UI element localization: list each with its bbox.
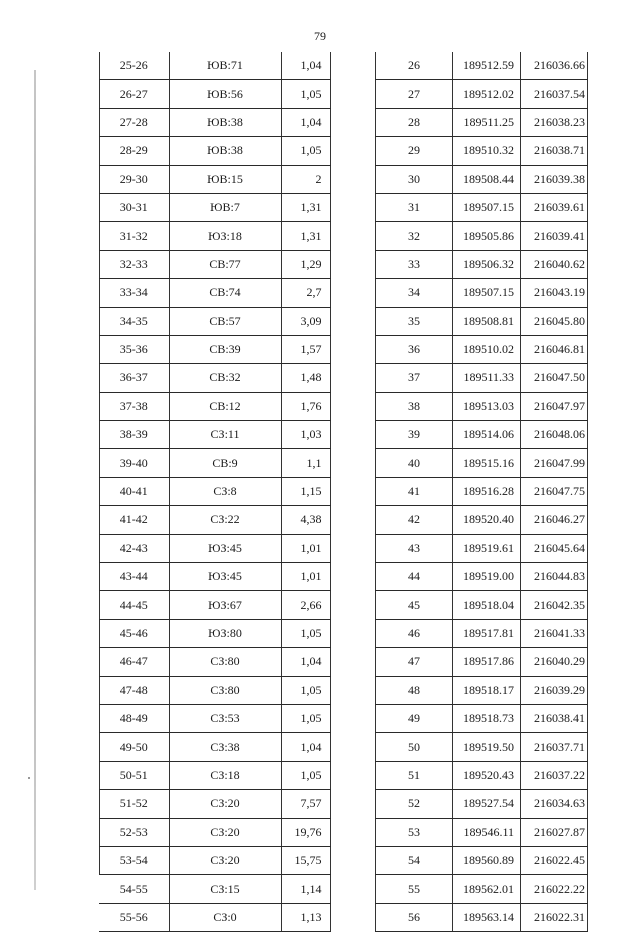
table-row (376, 534, 588, 562)
bearing-cell: СВ:74 (169, 279, 281, 307)
page-binding-edge (34, 70, 36, 890)
y-coordinate-cell: 216045.80 (521, 307, 588, 335)
segment-cell: 28-29 (99, 137, 169, 165)
length-cell: 1,05 (281, 80, 330, 108)
point-number-cell: 30 (376, 165, 453, 193)
segment-cell: 55-56 (99, 903, 169, 931)
point-number-cell: 28 (376, 108, 453, 136)
length-cell: 1,48 (281, 364, 330, 392)
y-coordinate-cell: 216039.61 (521, 193, 588, 221)
table-row (376, 80, 588, 108)
y-coordinate-cell: 216047.97 (521, 392, 588, 420)
segment-cell: 48-49 (99, 704, 169, 732)
bearing-cell: ЮЗ:18 (169, 222, 281, 250)
table-row (99, 733, 330, 761)
y-coordinate-cell: 216039.41 (521, 222, 588, 250)
length-cell: 4,38 (281, 506, 330, 534)
segment-cell: 37-38 (99, 392, 169, 420)
length-cell: 1,04 (281, 648, 330, 676)
x-coordinate-cell: 189546.11 (453, 818, 521, 846)
point-number-cell: 34 (376, 279, 453, 307)
table-row (99, 392, 330, 420)
bearing-cell: СЗ:0 (169, 903, 281, 931)
x-coordinate-cell: 189505.86 (453, 222, 521, 250)
table-row (99, 534, 330, 562)
table-row (376, 704, 588, 732)
table-row (99, 818, 330, 846)
segment-cell: 31-32 (99, 222, 169, 250)
bearing-cell: СВ:12 (169, 392, 281, 420)
x-coordinate-cell: 189514.06 (453, 421, 521, 449)
table-row (376, 676, 588, 704)
point-number-cell: 44 (376, 563, 453, 591)
length-cell: 1,14 (281, 875, 330, 903)
table-row (376, 818, 588, 846)
bearing-cell: СЗ:80 (169, 676, 281, 704)
y-coordinate-cell: 216047.50 (521, 364, 588, 392)
point-number-cell: 41 (376, 477, 453, 505)
table-row (99, 875, 330, 903)
x-coordinate-cell: 189512.59 (453, 52, 521, 80)
y-coordinate-cell: 216045.64 (521, 534, 588, 562)
y-coordinate-cell: 216037.22 (521, 761, 588, 789)
table-row (376, 279, 588, 307)
segment-cell: 51-52 (99, 790, 169, 818)
y-coordinate-cell: 216040.29 (521, 648, 588, 676)
point-number-cell: 36 (376, 335, 453, 363)
table-row (99, 846, 330, 874)
point-number-cell: 32 (376, 222, 453, 250)
bearing-cell: СЗ:80 (169, 648, 281, 676)
boundary-segments-body (99, 52, 330, 932)
length-cell: 15,75 (281, 846, 330, 874)
x-coordinate-cell: 189519.00 (453, 563, 521, 591)
x-coordinate-cell: 189511.25 (453, 108, 521, 136)
table-row (99, 704, 330, 732)
segment-cell: 42-43 (99, 534, 169, 562)
bearing-cell: СЗ:22 (169, 506, 281, 534)
y-coordinate-cell: 216022.45 (521, 846, 588, 874)
bearing-cell: ЮВ:71 (169, 52, 281, 80)
x-coordinate-cell: 189511.33 (453, 364, 521, 392)
segment-cell: 45-46 (99, 619, 169, 647)
bearing-cell: СЗ:38 (169, 733, 281, 761)
segment-cell: 46-47 (99, 648, 169, 676)
length-cell: 1,01 (281, 563, 330, 591)
y-coordinate-cell: 216022.22 (521, 875, 588, 903)
x-coordinate-cell: 189517.81 (453, 619, 521, 647)
boundary-points-coordinates-table (375, 52, 588, 932)
segment-cell: 44-45 (99, 591, 169, 619)
table-row (376, 165, 588, 193)
point-number-cell: 35 (376, 307, 453, 335)
point-number-cell: 29 (376, 137, 453, 165)
length-cell: 1,31 (281, 222, 330, 250)
bearing-cell: ЮВ:15 (169, 165, 281, 193)
table-row (376, 648, 588, 676)
y-coordinate-cell: 216040.62 (521, 250, 588, 278)
length-cell: 1,05 (281, 137, 330, 165)
table-row (99, 279, 330, 307)
segment-cell: 36-37 (99, 364, 169, 392)
table-row (376, 335, 588, 363)
bearing-cell: ЮЗ:45 (169, 563, 281, 591)
table-row (99, 591, 330, 619)
x-coordinate-cell: 189520.40 (453, 506, 521, 534)
table-row (99, 364, 330, 392)
segment-cell: 54-55 (99, 875, 169, 903)
table-row (99, 335, 330, 363)
length-cell: 1,03 (281, 421, 330, 449)
y-coordinate-cell: 216037.54 (521, 80, 588, 108)
bearing-cell: СЗ:11 (169, 421, 281, 449)
table-row (99, 80, 330, 108)
point-number-cell: 55 (376, 875, 453, 903)
segment-cell: 33-34 (99, 279, 169, 307)
point-number-cell: 52 (376, 790, 453, 818)
x-coordinate-cell: 189519.50 (453, 733, 521, 761)
segment-cell: 38-39 (99, 421, 169, 449)
length-cell: 1,04 (281, 733, 330, 761)
table-row (99, 137, 330, 165)
table-row (99, 250, 330, 278)
length-cell: 1,29 (281, 250, 330, 278)
length-cell: 2 (281, 165, 330, 193)
x-coordinate-cell: 189518.73 (453, 704, 521, 732)
point-number-cell: 38 (376, 392, 453, 420)
table-row (376, 591, 588, 619)
point-number-cell: 45 (376, 591, 453, 619)
length-cell: 1,05 (281, 704, 330, 732)
table-row (99, 222, 330, 250)
x-coordinate-cell: 189506.32 (453, 250, 521, 278)
y-coordinate-cell: 216046.27 (521, 506, 588, 534)
table-row (376, 619, 588, 647)
table-row (99, 477, 330, 505)
bearing-cell: ЮЗ:67 (169, 591, 281, 619)
segment-cell: 30-31 (99, 193, 169, 221)
y-coordinate-cell: 216042.35 (521, 591, 588, 619)
length-cell: 1,13 (281, 903, 330, 931)
y-coordinate-cell: 216043.19 (521, 279, 588, 307)
y-coordinate-cell: 216046.81 (521, 335, 588, 363)
bearing-cell: СЗ:20 (169, 790, 281, 818)
table-row (376, 193, 588, 221)
y-coordinate-cell: 216027.87 (521, 818, 588, 846)
length-cell: 1,05 (281, 761, 330, 789)
y-coordinate-cell: 216048.06 (521, 421, 588, 449)
table-row (99, 563, 330, 591)
segment-cell: 41-42 (99, 506, 169, 534)
point-number-cell: 27 (376, 80, 453, 108)
length-cell: 1,01 (281, 534, 330, 562)
table-row (99, 790, 330, 818)
table-row (99, 193, 330, 221)
y-coordinate-cell: 216038.71 (521, 137, 588, 165)
bearing-cell: ЮВ:56 (169, 80, 281, 108)
x-coordinate-cell: 189513.03 (453, 392, 521, 420)
bearing-cell: ЮВ:7 (169, 193, 281, 221)
x-coordinate-cell: 189510.32 (453, 137, 521, 165)
length-cell: 2,7 (281, 279, 330, 307)
segment-cell: 53-54 (99, 846, 169, 874)
bearing-cell: СВ:57 (169, 307, 281, 335)
y-coordinate-cell: 216038.41 (521, 704, 588, 732)
point-number-cell: 54 (376, 846, 453, 874)
table-row (376, 392, 588, 420)
point-number-cell: 53 (376, 818, 453, 846)
length-cell: 1,57 (281, 335, 330, 363)
length-cell: 1,31 (281, 193, 330, 221)
length-cell: 1,05 (281, 676, 330, 704)
bearing-cell: СЗ:8 (169, 477, 281, 505)
segment-cell: 39-40 (99, 449, 169, 477)
bearing-cell: СЗ:20 (169, 818, 281, 846)
y-coordinate-cell: 216047.99 (521, 449, 588, 477)
table-row (376, 52, 588, 80)
x-coordinate-cell: 189560.89 (453, 846, 521, 874)
point-number-cell: 51 (376, 761, 453, 789)
segment-cell: 32-33 (99, 250, 169, 278)
table-row (376, 506, 588, 534)
y-coordinate-cell: 216039.29 (521, 676, 588, 704)
length-cell: 1,15 (281, 477, 330, 505)
table-row (376, 790, 588, 818)
length-cell: 1,1 (281, 449, 330, 477)
point-number-cell: 39 (376, 421, 453, 449)
table-row (376, 733, 588, 761)
table-row (376, 137, 588, 165)
bearing-cell: СЗ:18 (169, 761, 281, 789)
point-number-cell: 56 (376, 903, 453, 931)
length-cell: 7,57 (281, 790, 330, 818)
table-row (99, 506, 330, 534)
point-number-cell: 40 (376, 449, 453, 477)
y-coordinate-cell: 216047.75 (521, 477, 588, 505)
y-coordinate-cell: 216039.38 (521, 165, 588, 193)
segment-cell: 27-28 (99, 108, 169, 136)
bearing-cell: СВ:39 (169, 335, 281, 363)
x-coordinate-cell: 189515.16 (453, 449, 521, 477)
bearing-cell: СЗ:20 (169, 846, 281, 874)
length-cell: 1,76 (281, 392, 330, 420)
point-number-cell: 50 (376, 733, 453, 761)
boundary-points-body (376, 52, 588, 932)
table-row (376, 449, 588, 477)
boundary-segments-table (99, 52, 331, 932)
segment-cell: 52-53 (99, 818, 169, 846)
segment-cell: 47-48 (99, 676, 169, 704)
y-coordinate-cell: 216034.63 (521, 790, 588, 818)
length-cell: 1,05 (281, 619, 330, 647)
table-row (376, 250, 588, 278)
length-cell: 1,04 (281, 108, 330, 136)
bearing-cell: СВ:77 (169, 250, 281, 278)
segment-cell: 25-26 (99, 52, 169, 80)
x-coordinate-cell: 189507.15 (453, 193, 521, 221)
point-number-cell: 43 (376, 534, 453, 562)
table-row (376, 761, 588, 789)
segment-cell: 34-35 (99, 307, 169, 335)
table-row (376, 563, 588, 591)
table-row (99, 619, 330, 647)
table-row (99, 449, 330, 477)
table-row (376, 108, 588, 136)
table-row (376, 846, 588, 874)
x-coordinate-cell: 189562.01 (453, 875, 521, 903)
table-row (376, 364, 588, 392)
point-number-cell: 26 (376, 52, 453, 80)
y-coordinate-cell: 216036.66 (521, 52, 588, 80)
table-row (376, 903, 588, 931)
segment-cell: 49-50 (99, 733, 169, 761)
bearing-cell: ЮЗ:80 (169, 619, 281, 647)
table-row (99, 165, 330, 193)
x-coordinate-cell: 189517.86 (453, 648, 521, 676)
y-coordinate-cell: 216022.31 (521, 903, 588, 931)
x-coordinate-cell: 189510.02 (453, 335, 521, 363)
table-row (376, 222, 588, 250)
table-row (99, 52, 330, 80)
x-coordinate-cell: 189563.14 (453, 903, 521, 931)
y-coordinate-cell: 216044.83 (521, 563, 588, 591)
table-row (376, 421, 588, 449)
bearing-cell: ЮВ:38 (169, 137, 281, 165)
scan-speck (28, 777, 30, 779)
x-coordinate-cell: 189507.15 (453, 279, 521, 307)
table-row (99, 648, 330, 676)
table-row (99, 421, 330, 449)
point-number-cell: 49 (376, 704, 453, 732)
table-row (376, 875, 588, 903)
point-number-cell: 31 (376, 193, 453, 221)
table-row (99, 676, 330, 704)
segment-cell: 50-51 (99, 761, 169, 789)
length-cell: 3,09 (281, 307, 330, 335)
length-cell: 19,76 (281, 818, 330, 846)
segment-cell: 35-36 (99, 335, 169, 363)
bearing-cell: ЮВ:38 (169, 108, 281, 136)
bearing-cell: СЗ:15 (169, 875, 281, 903)
table-row (99, 903, 330, 931)
segment-cell: 29-30 (99, 165, 169, 193)
point-number-cell: 42 (376, 506, 453, 534)
x-coordinate-cell: 189508.44 (453, 165, 521, 193)
table-row (376, 477, 588, 505)
x-coordinate-cell: 189518.04 (453, 591, 521, 619)
x-coordinate-cell: 189519.61 (453, 534, 521, 562)
point-number-cell: 48 (376, 676, 453, 704)
bearing-cell: СЗ:53 (169, 704, 281, 732)
x-coordinate-cell: 189527.54 (453, 790, 521, 818)
length-cell: 2,66 (281, 591, 330, 619)
length-cell: 1,04 (281, 52, 330, 80)
y-coordinate-cell: 216038.23 (521, 108, 588, 136)
x-coordinate-cell: 189508.81 (453, 307, 521, 335)
x-coordinate-cell: 189518.17 (453, 676, 521, 704)
table-row (99, 761, 330, 789)
y-coordinate-cell: 216037.71 (521, 733, 588, 761)
bearing-cell: СВ:32 (169, 364, 281, 392)
x-coordinate-cell: 189512.02 (453, 80, 521, 108)
bearing-cell: СВ:9 (169, 449, 281, 477)
segment-cell: 43-44 (99, 563, 169, 591)
table-row (376, 307, 588, 335)
y-coordinate-cell: 216041.33 (521, 619, 588, 647)
x-coordinate-cell: 189520.43 (453, 761, 521, 789)
point-number-cell: 46 (376, 619, 453, 647)
page-number: 79 (314, 29, 326, 43)
point-number-cell: 33 (376, 250, 453, 278)
bearing-cell: ЮЗ:45 (169, 534, 281, 562)
table-row (99, 307, 330, 335)
point-number-cell: 47 (376, 648, 453, 676)
x-coordinate-cell: 189516.28 (453, 477, 521, 505)
point-number-cell: 37 (376, 364, 453, 392)
segment-cell: 26-27 (99, 80, 169, 108)
segment-cell: 40-41 (99, 477, 169, 505)
table-row (99, 108, 330, 136)
